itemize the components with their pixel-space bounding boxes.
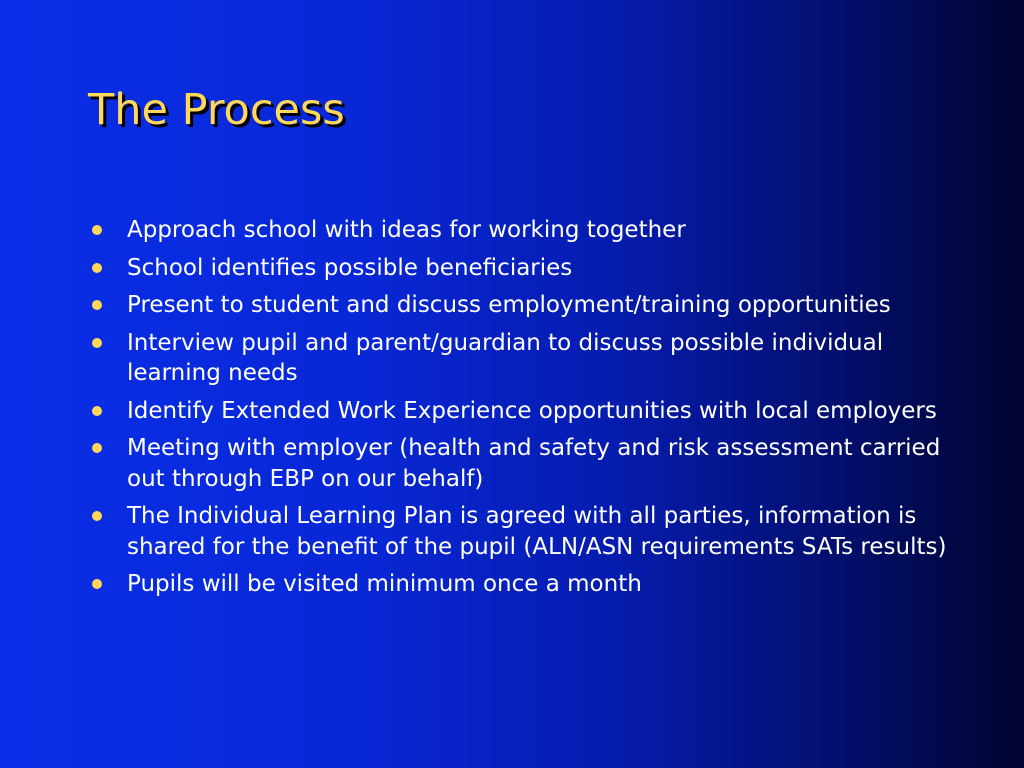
bullet-text: Approach school with ideas for working together [127,217,686,243]
bullet-dot-icon [92,511,102,521]
bullet-text: Meeting with employer (health and safety and risk assessment carried out through EBP on our behalf) [127,435,941,492]
bullet-item [90,290,970,321]
bullet-item [90,396,970,427]
bullet-dot-icon [92,338,102,348]
bullet-item [90,569,970,600]
bullet-dot-icon [92,443,102,453]
bullet-dot-icon [92,263,102,273]
bullet-text: Interview pupil and parent/guardian to discuss possible individual learning needs [127,329,884,386]
bullet-dot-icon [92,225,102,235]
bullet-text: School identifies possible beneficiaries [127,254,573,281]
bullet-item [90,215,970,246]
bullet-item [90,328,970,389]
bullet-item [90,253,970,284]
bullet-dot-icon [92,406,102,416]
bullet-dot-icon [92,300,102,310]
slide-title: The Process [88,85,345,135]
bullet-list [90,215,970,607]
bullet-text: Present to student and discuss employment/training opportunities [127,292,891,318]
bullet-item [90,433,970,494]
bullet-item [90,501,970,562]
bullet-text: The Individual Learning Plan is agreed with all parties, information is shared for the benefit of the pupil (ALN/ASN requirements SATs results) [127,503,947,560]
bullet-text: Pupils will be visited minimum once a month [127,571,642,597]
bullet-text: Identify Extended Work Experience opportunities with local employers [127,397,937,424]
bullet-dot-icon [92,579,102,589]
